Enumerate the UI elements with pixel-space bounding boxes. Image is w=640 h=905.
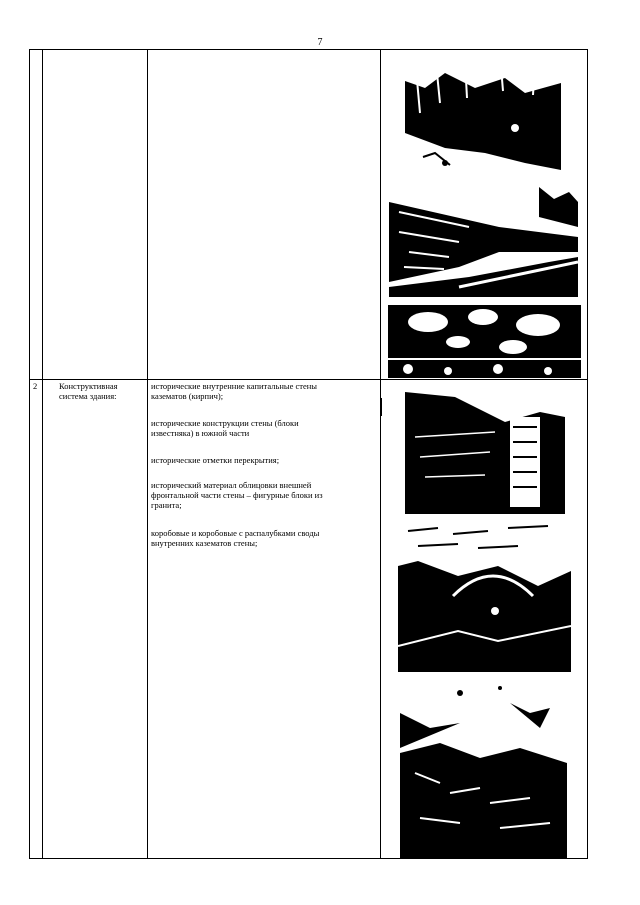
photo-wall-stones-icon — [388, 297, 581, 378]
photo-casemate-interior-icon — [400, 673, 567, 858]
table-border-right — [587, 49, 588, 859]
photo-casemate-exterior-icon — [405, 387, 565, 514]
table-border-top — [29, 49, 588, 50]
table-col-divider-2 — [147, 49, 148, 859]
table-row-divider — [29, 379, 588, 380]
row-name-line-2: система здания: — [59, 391, 117, 401]
item-4-line-2: фронтальной части стены – фигурные блоки из — [151, 490, 323, 500]
table-col-divider-1 — [42, 49, 43, 859]
item-3-line-1: исторические отметки перекрытия; — [151, 455, 280, 465]
item-2-line-1: исторические конструкции стены (блоки — [151, 418, 299, 428]
photo-wall-path-icon — [389, 187, 578, 297]
item-4-line-3: гранита; — [151, 500, 182, 510]
item-1-line-1: исторические внутренние капитальные стены — [151, 381, 317, 391]
page-number: 7 — [317, 37, 323, 48]
item-1-line-2: казематов (кирпич); — [151, 391, 224, 401]
row-name-line-1: Конструктивная — [59, 381, 118, 391]
item-5-line-2: внутренних казематов стены; — [151, 538, 258, 548]
table-border-bottom — [29, 858, 588, 859]
table-tick-mark — [380, 398, 382, 416]
table-col-divider-3 — [380, 49, 381, 859]
photo-wall-trees-icon — [405, 53, 561, 170]
item-2-line-2: известняка) в южной части — [151, 428, 250, 438]
photo-casemate-vault-icon — [398, 516, 571, 672]
item-5-line-1: коробовые и коробовые с распалубками своды — [151, 528, 320, 538]
row-number: 2 — [33, 381, 38, 391]
item-4-line-1: исторический материал облицовки внешней — [151, 480, 312, 490]
table-border-left — [29, 49, 30, 859]
